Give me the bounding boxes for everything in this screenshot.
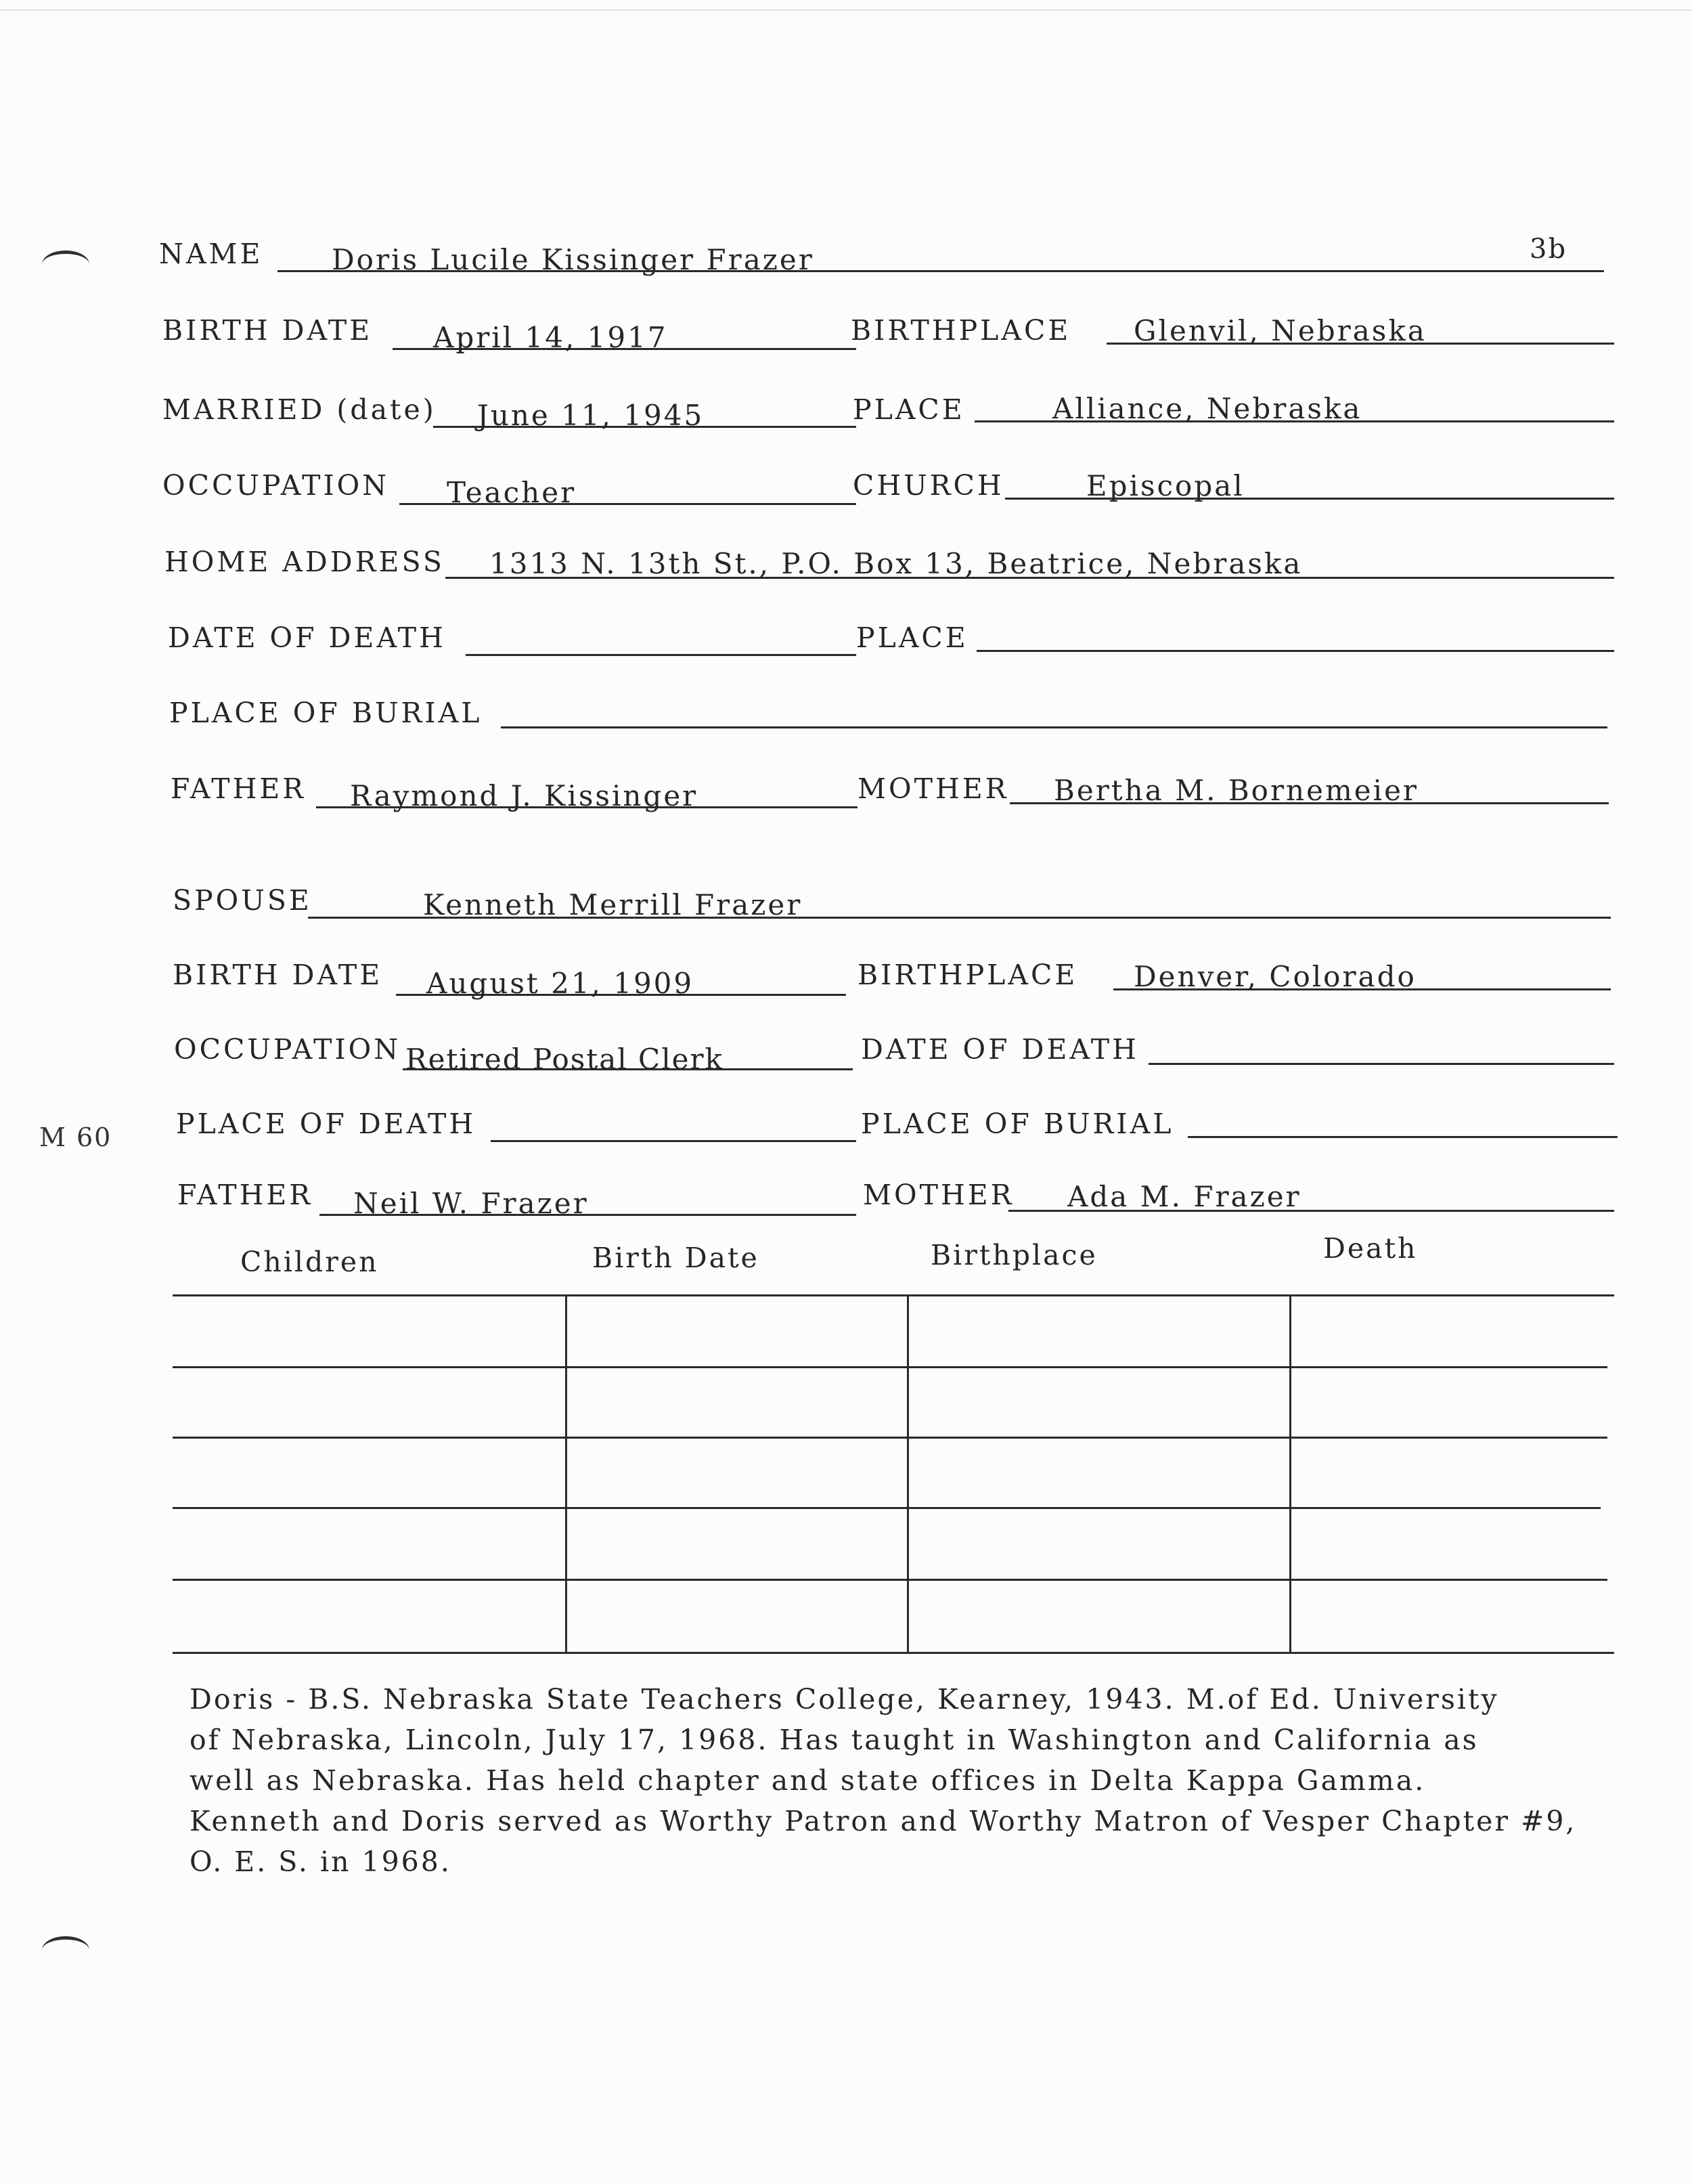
spouse-mother-value: Ada M. Frazer [1067,1180,1301,1213]
name-value: Doris Lucile Kissinger Frazer [332,243,814,276]
married-place-value: Alliance, Nebraska [1052,392,1362,425]
birthplace-label: BIRTHPLACE [851,314,1071,347]
spouse-occupation-label: OCCUPATION [174,1033,401,1066]
date-of-death-line [466,654,856,656]
side-note: M 60 [39,1122,112,1152]
death-row [168,621,1614,672]
married-place-label: PLACE [853,393,965,426]
spouse-birth-date-value: August 21, 1909 [426,967,694,1000]
birth-row [162,314,1614,364]
table-col-divider-1 [565,1294,567,1652]
mother-label: MOTHER [858,772,1009,805]
spouse-value: Kenneth Merrill Frazer [423,888,803,921]
birthplace-header: Birthplace [931,1239,1098,1271]
name-row [159,234,1614,288]
occupation-row [162,469,1614,519]
table-header-line [173,1294,1614,1296]
married-label: MARRIED (date) [162,393,437,426]
spouse-burial-label: PLACE OF BURIAL [861,1108,1174,1140]
spouse-death-row [176,1110,1614,1158]
notes-line-1: Doris - B.S. Nebraska State Teachers College, Kearney, 1943. M.of Ed. University [190,1683,1499,1716]
spouse-father-label: FATHER [177,1179,313,1211]
spouse-mother-label: MOTHER [863,1179,1015,1211]
children-header: Children [240,1246,379,1278]
table-row-line-4 [173,1579,1607,1581]
punch-hole-top [42,250,89,278]
burial-row [169,699,1614,747]
birthplace-value: Glenvil, Nebraska [1134,314,1427,347]
father-value: Raymond J. Kissinger [350,779,698,812]
church-value: Episcopal [1086,469,1245,502]
biographical-notes [190,1679,1645,1882]
notes-line-3: well as Nebraska. Has held chapter and state offices in Delta Kappa Gamma. [190,1764,1426,1797]
page-number: 3b [1530,234,1567,265]
married-date-value: June 11, 1945 [477,399,705,432]
date-of-death-label: DATE OF DEATH [168,621,446,654]
spouse-birthplace-value: Denver, Colorado [1134,960,1417,993]
spouse-birthplace-label: BIRTHPLACE [858,959,1078,991]
home-address-value: 1313 N. 13th St., P.O. Box 13, Beatrice, Nebraska [489,547,1303,580]
spouse-parents-row [177,1181,1614,1229]
table-col-divider-2 [907,1294,909,1652]
table-row-line-2 [173,1437,1607,1439]
spouse-birth-date-label: BIRTH DATE [173,959,383,991]
birth-date-header: Birth Date [592,1242,759,1274]
burial-label: PLACE OF BURIAL [169,697,483,729]
death-header: Death [1323,1232,1418,1265]
children-table [173,1232,1614,1665]
table-row-line-3 [173,1507,1601,1509]
notes-line-4: Kenneth and Doris served as Worthy Patron and Worthy Matron of Vesper Chapter #9, [190,1805,1577,1837]
spouse-occupation-value: Retired Postal Clerk [405,1043,724,1076]
birth-date-value: April 14, 1917 [433,321,668,354]
father-label: FATHER [171,772,307,805]
spouse-occupation-row [174,1033,1614,1083]
death-place-label: PLACE [856,621,969,654]
spouse-father-value: Neil W. Frazer [353,1187,589,1220]
notes-line-5: O. E. S. in 1968. [190,1846,451,1878]
spouse-place-of-death-label: PLACE OF DEATH [176,1108,476,1140]
spouse-place-of-death-line [491,1140,856,1142]
table-col-divider-3 [1289,1294,1291,1652]
name-label: NAME [159,238,263,270]
parents-row [171,772,1614,823]
burial-line [501,726,1607,728]
table-row-line-1 [173,1366,1607,1368]
mother-value: Bertha M. Bornemeier [1054,774,1419,807]
page-top-edge [0,9,1692,11]
occupation-label: OCCUPATION [162,469,390,502]
birth-date-label: BIRTH DATE [162,314,373,347]
spouse-row [173,884,1614,934]
occupation-value: Teacher [447,476,577,509]
spouse-date-of-death-line [1149,1063,1614,1065]
spouse-label: SPOUSE [173,884,312,917]
notes-line-2: of Nebraska, Lincoln, July 17, 1968. Has taught in Washington and California as [190,1724,1479,1756]
home-address-row [164,548,1614,596]
spouse-date-of-death-label: DATE OF DEATH [861,1033,1139,1066]
death-place-line [977,650,1614,652]
table-bottom-line [173,1652,1614,1654]
spouse-burial-line [1188,1136,1618,1138]
home-address-label: HOME ADDRESS [164,546,445,578]
punch-hole-bottom [42,1936,89,1964]
spouse-birth-row [173,961,1614,1009]
church-label: CHURCH [853,469,1004,502]
married-row [162,392,1614,443]
